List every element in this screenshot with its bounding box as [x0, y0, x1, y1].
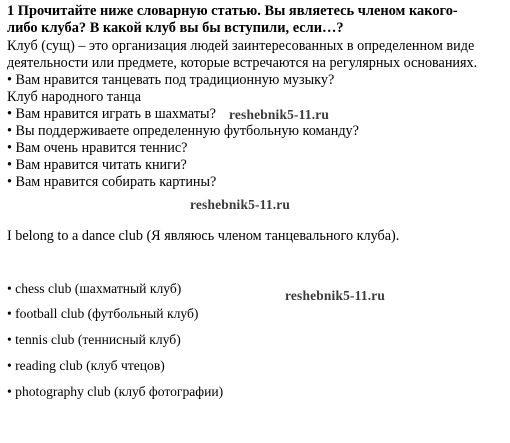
- watermark: reshebnik5-11.ru: [285, 288, 386, 303]
- question-1-answer: Клуб народного танца: [7, 89, 142, 105]
- question-4: • Вам очень нравится теннис?: [7, 140, 188, 156]
- club-item: • football club (футбольный клуб): [7, 306, 199, 321]
- question-5: • Вам нравится читать книги?: [7, 157, 187, 173]
- watermark: reshebnik5-11.ru: [229, 107, 330, 122]
- task-title-line-1: 1 Прочитайте ниже словарную статью. Вы являетесь членом какого-: [7, 3, 458, 19]
- task-title-line-2: либо клуба? В какой клуб вы бы вступили, если…?: [7, 20, 344, 36]
- definition-line-1: Клуб (сущ) – это организация людей заинтересованных в определенном виде: [7, 38, 475, 54]
- watermark: reshebnik5-11.ru: [190, 197, 291, 212]
- question-2: • Вам нравится играть в шахматы?: [7, 106, 216, 122]
- question-3: • Вы поддерживаете определенную футбольную команду?: [7, 123, 359, 139]
- club-item: • reading club (клуб чтецов): [7, 358, 165, 373]
- club-item: • chess club (шахматный клуб): [7, 281, 182, 296]
- answer-sentence: I belong to a dance club (Я являюсь членом танцевального клуба).: [7, 228, 400, 244]
- club-item: • tennis club (теннисный клуб): [7, 332, 181, 347]
- club-item: • photography club (клуб фотографии): [7, 384, 224, 399]
- definition-line-2: деятельности или предмете, которые встречаются на регулярных основаниях.: [7, 55, 478, 71]
- question-1: • Вам нравится танцевать под традиционную музыку?: [7, 72, 335, 88]
- question-6: • Вам нравится собирать картины?: [7, 174, 217, 190]
